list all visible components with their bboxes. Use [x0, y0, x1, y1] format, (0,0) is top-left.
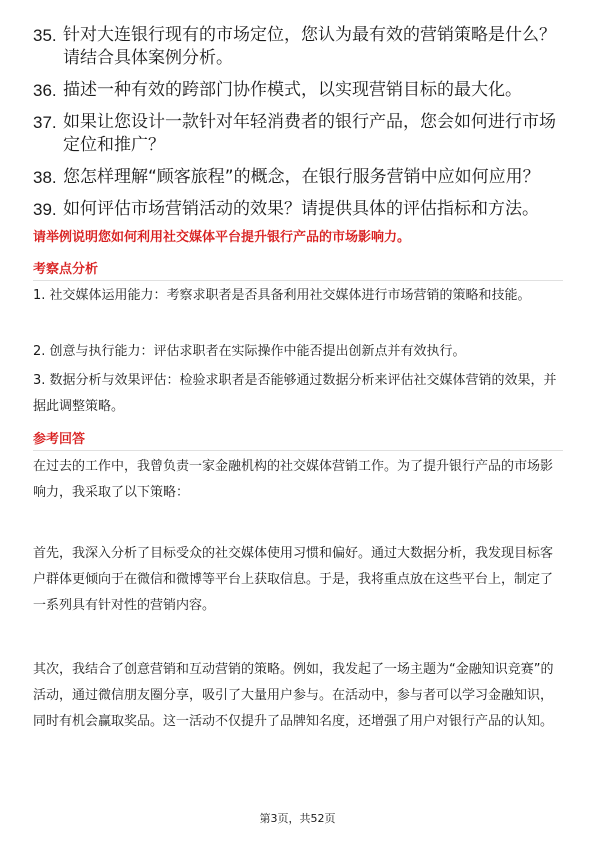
answer-title: 参考回答 — [33, 432, 86, 447]
analysis-point: 1. 社交媒体运用能力：考察求职者是否具备利用社交媒体进行市场营销的策略和技能。 — [33, 288, 531, 303]
question-item — [33, 24, 563, 70]
question-text: 描述一种有效的跨部门协作模式，以实现营销目标的最大化。 — [63, 80, 522, 100]
analysis-point: 3. 数据分析与效果评估：检验求职者是否能够通过数据分析来评估社交媒体营销的效果，并据此调整策略。 — [33, 373, 557, 414]
featured-question: 请举例说明您如何利用社交媒体平台提升银行产品的市场影响力。 — [33, 230, 411, 245]
question-number: 39. — [33, 200, 57, 219]
answer-paragraph: 其次，我结合了创意营销和互动营销的策略。例如，我发起了一场主题为“金融知识竞赛”的活动，通过微信朋友圈分享，吸引了大量用户参与。在活动中，参与者可以学习金融知识，同时有机会赢取奖品。这一活动不仅提升了品牌知名度，还增强了用户对银行产品的认知。 — [33, 662, 554, 729]
question-item — [33, 166, 563, 189]
question-number: 37. — [33, 113, 57, 132]
analysis-point: 2. 创意与执行能力：评估求职者在实际操作中能否提出创新点并有效执行。 — [33, 344, 466, 359]
question-text: 如何评估市场营销活动的效果？请提供具体的评估指标和方法。 — [63, 199, 539, 219]
question-item — [33, 79, 563, 102]
question-number: 35. — [33, 26, 57, 45]
question-text: 您怎样理解“顾客旅程”的概念，在银行服务营销中应如何应用？ — [63, 167, 540, 187]
page-number: 第3页，共52页 — [259, 812, 336, 825]
question-list — [33, 24, 563, 230]
analysis-divider — [33, 280, 563, 281]
question-text: 针对大连银行现有的市场定位，您认为最有效的营销策略是什么？请结合具体案例分析。 — [63, 25, 556, 68]
question-number: 38. — [33, 168, 57, 187]
answer-paragraph: 首先，我深入分析了目标受众的社交媒体使用习惯和偏好。通过大数据分析，我发现目标客户群体更倾向于在微信和微博等平台上获取信息。于是，我将重点放在这些平台上，制定了一系列具有针对性的营销内容。 — [33, 546, 554, 613]
analysis-title: 考察点分析 — [33, 262, 99, 277]
question-text: 如果让您设计一款针对年轻消费者的银行产品，您会如何进行市场定位和推广？ — [63, 112, 556, 155]
answer-divider — [33, 450, 563, 451]
answer-paragraph: 在过去的工作中，我曾负责一家金融机构的社交媒体营销工作。为了提升银行产品的市场影响力，我采取了以下策略： — [33, 459, 554, 500]
question-item — [33, 198, 563, 221]
question-item — [33, 111, 563, 157]
question-number: 36. — [33, 81, 57, 100]
